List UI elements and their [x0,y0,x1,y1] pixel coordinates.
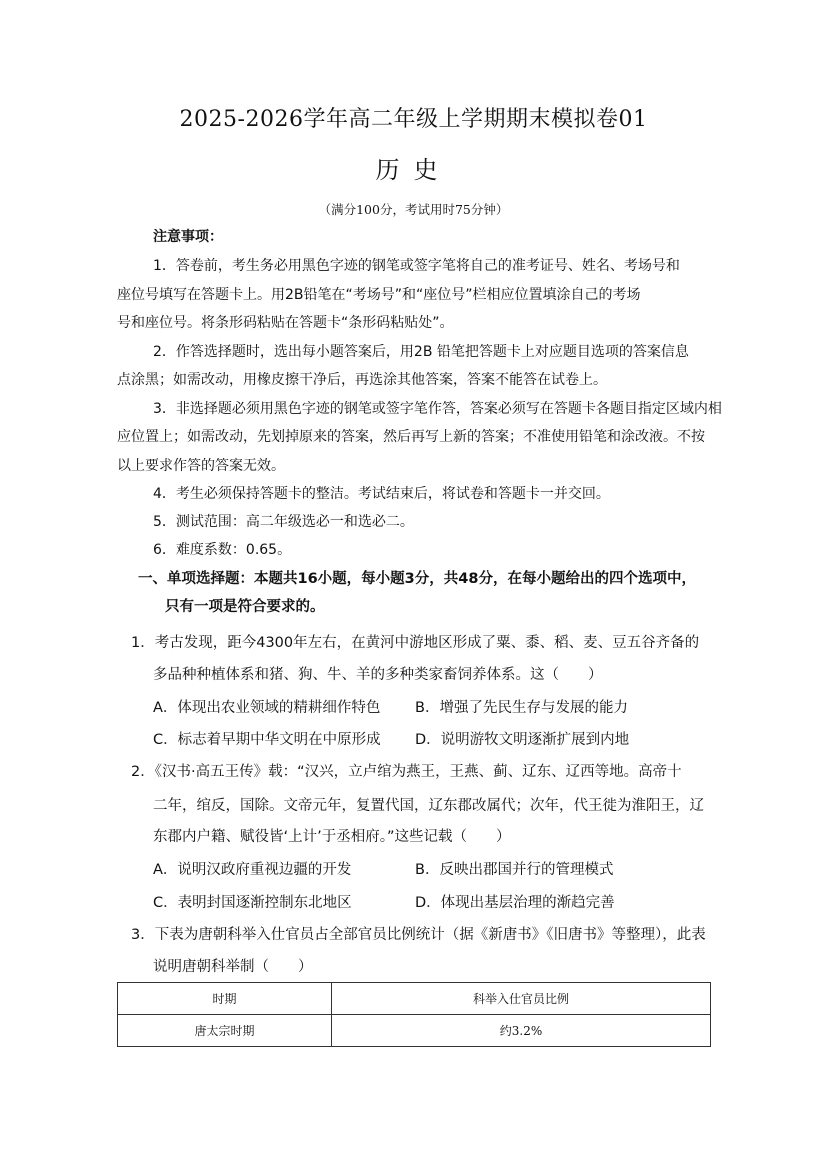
notice-line: 1．答卷前，考生务必用黑色字迹的钢笔或签字笔将自己的准考证号、姓名、考场号和 [153,258,680,274]
question-1-text: 1．考古发现，距今4300年左右，在黄河中游地区形成了粟、黍、稻、麦、豆五谷齐备的 [131,635,700,651]
table-header-cell: 时期 [118,983,332,1015]
section-heading: 一、单项选择题：本题共16小题，每小题3分，共48分，在每小题给出的四个选项中， [138,571,696,587]
question-2-text: 二年，绾反，国除。文帝元年，复置代国，辽东郡改属代；次年，代王徙为淮阳王，辽 [153,798,704,814]
table-cell: 约3.2% [332,1015,711,1047]
notice-line: 号和座位号。将条形码粘贴在答题卡“条形码粘贴处”。 [117,315,454,331]
question-3-text: 3．下表为唐朝科举入仕官员占全部官员比例统计（据《新唐书》《旧唐书》等整理），此表 [131,927,706,943]
question-2-option-d[interactable]: D．体现出基层治理的渐趋完善 [415,895,615,911]
question-2-text: 东郡内户籍、赋役皆‘上计’于丞相府。”这些记载（ ） [153,829,511,845]
question-1-option-c[interactable]: C．标志着早期中华文明在中原形成 [153,732,381,748]
notice-line: 5．测试范围：高二年级选必一和选必二。 [153,514,414,530]
subject-title: 历史 [375,156,452,184]
notice-heading: 注意事项： [153,229,223,245]
question-2-option-c[interactable]: C．表明封国逐渐控制东北地区 [153,895,352,911]
notice-line: 应位置上；如需改动，先划掉原来的答案，然后再写上新的答案；不准使用铅笔和涂改液。不按 [117,429,705,445]
notice-line: 4．考生必须保持答题卡的整洁。考试结束后，将试卷和答题卡一并交回。 [153,486,610,502]
question-1-option-b[interactable]: B．增强了先民生存与发展的能力 [415,700,628,716]
notice-line: 座位号填写在答题卡上。用2B铅笔在“考场号”和“座位号”栏相应位置填涂自己的考场 [117,287,641,303]
section-heading-cont: 只有一项是符合要求的。 [165,599,325,615]
exam-title: 2025-2026学年高二年级上学期期末模拟卷01 [179,107,648,132]
notice-line: 6．难度系数：0.65。 [153,542,292,558]
notice-line: 2．作答选择题时，选出每小题答案后，用2B 铅笔把答题卡上对应题目选项的答案信息 [153,344,689,360]
question-2-option-b[interactable]: B．反映出郡国并行的管理模式 [415,862,614,878]
question-1-text: 多品种种植体系和猪、狗、牛、羊的多种类家畜饲养体系。这（ ） [153,667,603,683]
table-header-row [118,983,711,1015]
data-table [117,982,711,1047]
question-1-option-a[interactable]: A．体现出农业领域的精耕细作特色 [153,700,381,716]
question-3-text: 说明唐朝科举制（ ） [153,959,313,975]
notice-line: 以上要求作答的答案无效。 [117,458,285,474]
question-2-option-a[interactable]: A．说明汉政府重视边疆的开发 [153,862,352,878]
question-1-option-d[interactable]: D．说明游牧文明逐渐扩展到内地 [415,732,630,748]
notice-line: 3．非选择题必须用黑色字迹的钢笔或签字笔作答，答案必须写在答题卡各题目指定区域内相 [153,401,722,417]
exam-subtitle: （满分100分，考试用时75分钟） [318,202,509,217]
notice-line: 点涂黑；如需改动，用橡皮擦干净后，再选涂其他答案，答案不能答在试卷上。 [117,372,607,388]
table-row [118,1015,711,1047]
table-header-cell: 科举入仕官员比例 [332,983,711,1015]
question-2-text: 2．《汉书·高五王传》载：“汉兴，立卢绾为燕王，王燕、蓟、辽东、辽西等地。高帝十 [131,764,682,780]
table-cell: 唐太宗时期 [118,1015,332,1047]
